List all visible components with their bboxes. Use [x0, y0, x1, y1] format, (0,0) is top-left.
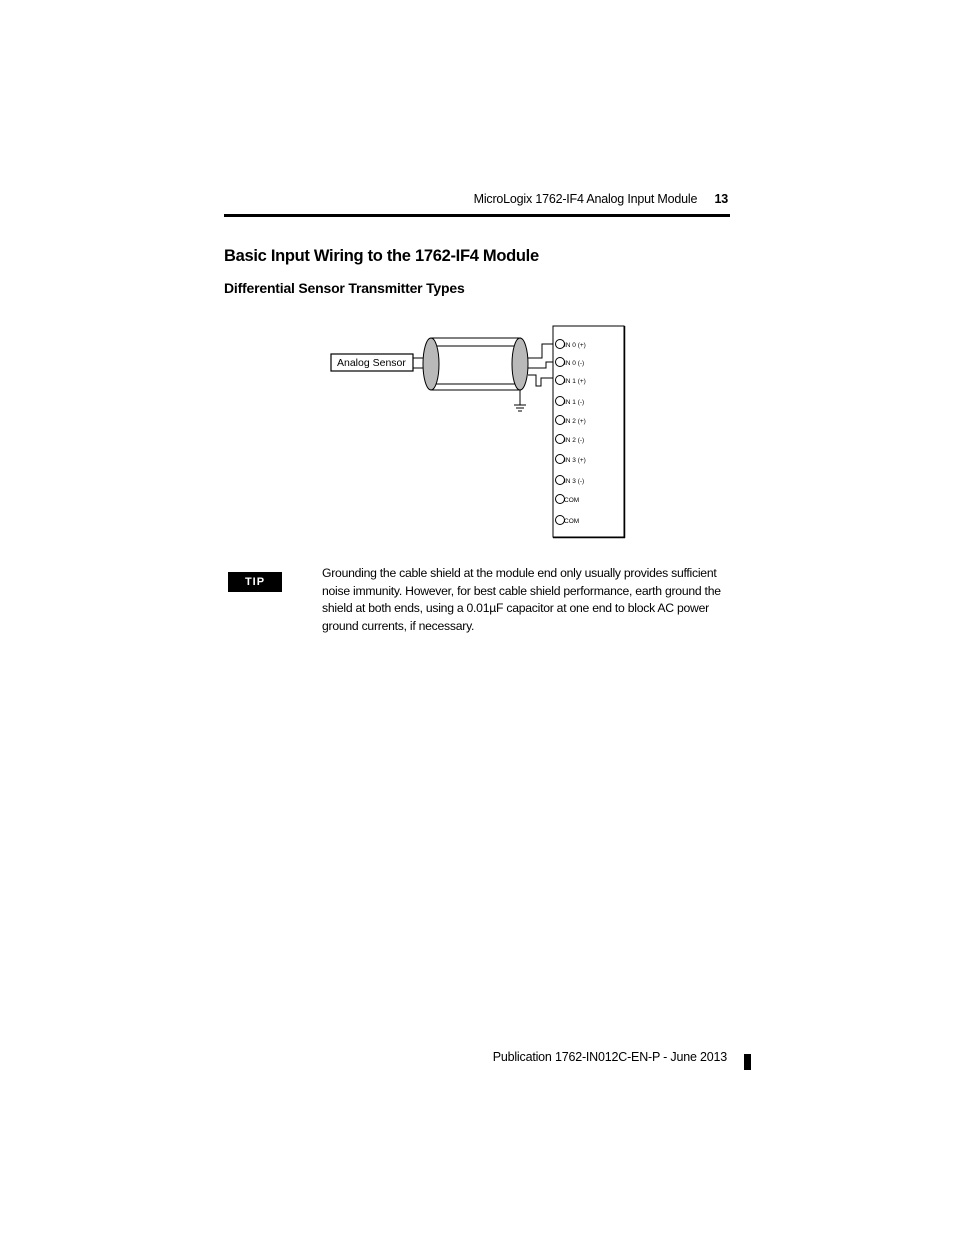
terminal-block: [553, 326, 624, 537]
publication-footer: Publication 1762-IN012C-EN-P - June 2013: [492, 1050, 727, 1064]
section-subtitle: Differential Sensor Transmitter Types: [224, 280, 465, 296]
terminal-label: IN 1 (+): [564, 378, 586, 385]
cable-shield-left-end: [423, 338, 439, 390]
terminal-label: IN 0 (-): [564, 360, 585, 367]
analog-sensor-label: Analog Sensor: [337, 357, 406, 369]
cable-shield-right-end: [512, 338, 528, 390]
terminal-label: IN 3 (-): [564, 478, 585, 485]
terminal-label: COM: [564, 497, 580, 504]
terminal-label: COM: [564, 518, 580, 525]
terminal-label: IN 3 (+): [564, 457, 586, 464]
terminal-label: IN 1 (-): [564, 399, 585, 406]
wire-to-in0-minus: [528, 362, 556, 368]
wire-to-in0-plus: [528, 344, 556, 358]
terminal-label: IN 2 (+): [564, 418, 586, 425]
wiring-diagram: [0, 0, 954, 600]
terminal-label: IN 0 (+): [564, 342, 586, 349]
page-number: 13: [714, 192, 728, 206]
section-title: Basic Input Wiring to the 1762-IF4 Module: [224, 247, 539, 265]
terminal-label: IN 2 (-): [564, 437, 585, 444]
footer-marker: [744, 1054, 751, 1070]
tip-badge: TIP: [228, 572, 282, 592]
header-title: MicroLogix 1762-IF4 Analog Input Module: [473, 192, 698, 206]
wire-to-in1-plus: [528, 375, 556, 386]
tip-text: Grounding the cable shield at the module end only usually provides sufficient noise immunity. However, for best cable shield performance, earth ground the shield at both ends, using a 0.01µF capacitor at one end to block AC power ground currents, if necessary.: [322, 566, 721, 633]
